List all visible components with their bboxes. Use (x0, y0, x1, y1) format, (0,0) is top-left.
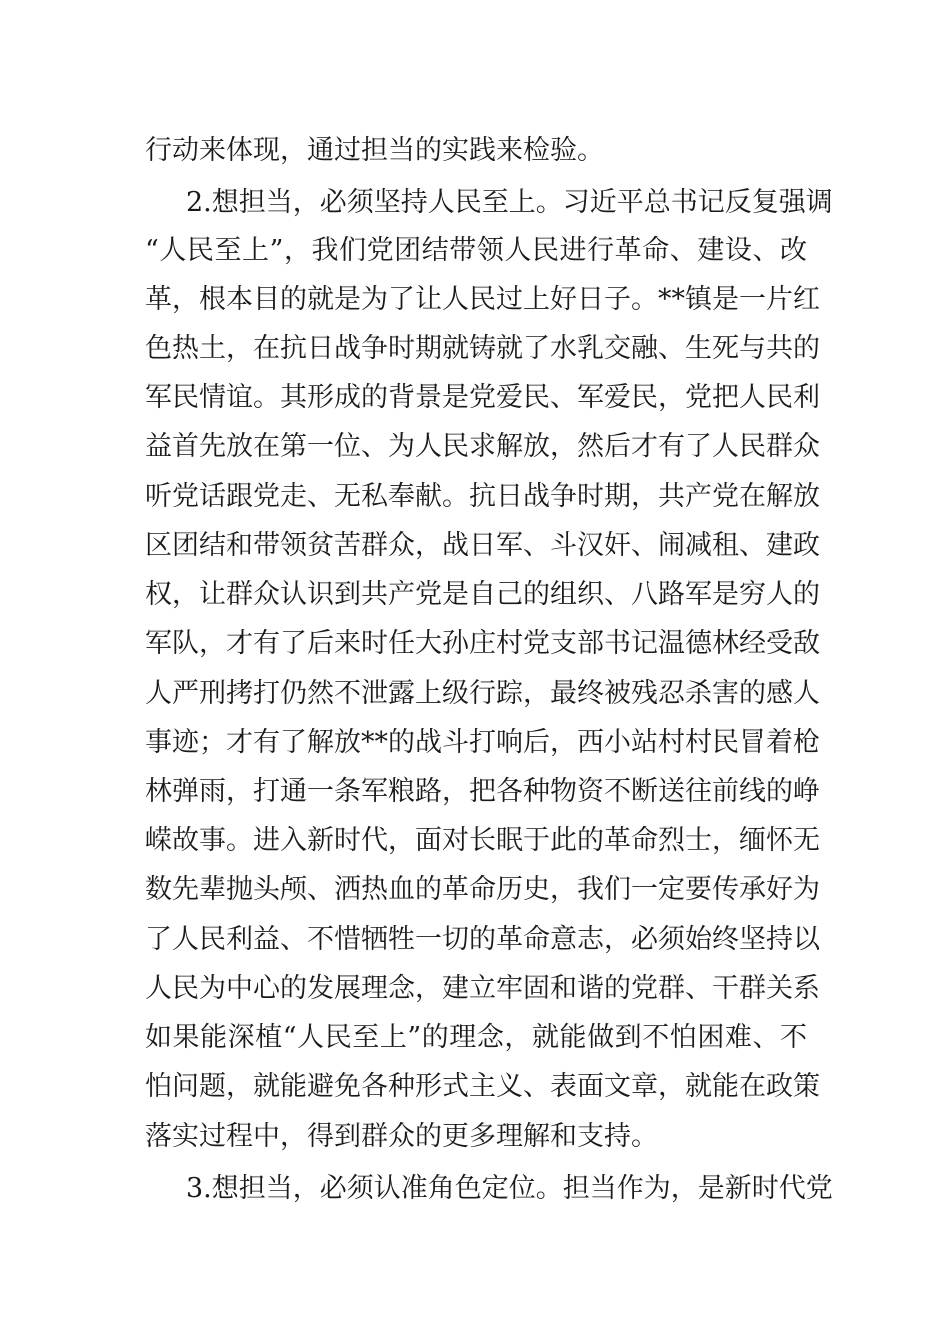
text-line: 如果能深植“人民至上”的理念，就能做到不怕困难、不 (145, 1022, 807, 1053)
text-line: 军队，才有了后来时任大孙庄村党支部书记温德林经受敌 (145, 628, 820, 659)
text-line: 区团结和带领贫苦群众，战日军、斗汉奸、闹减租、建政 (145, 530, 820, 561)
text-line: 人严刑拷打仍然不泄露上级行踪，最终被残忍杀害的感人 (145, 678, 820, 709)
text-line: 军民情谊。其形成的背景是党爱民、军爱民，党把人民利 (145, 382, 820, 413)
text-line: 事迹；才有了解放**的战斗打响后，西小站村村民冒着枪 (145, 727, 820, 758)
text-line: 林弹雨，打通一条军粮路，把各种物资不断送往前线的峥 (145, 776, 820, 807)
text-line: 了人民利益、不惜牺牲一切的革命意志，必须始终坚持以 (145, 924, 820, 955)
text-line: 人民为中心的发展理念，建立牢固和谐的党群、干群关系 (145, 973, 820, 1004)
paragraph-heading-line: 3.想担当，必须认准角色定位。担当作为，是新时代党 (186, 1173, 833, 1204)
text-line: 色热土，在抗日战争时期就铸就了水乳交融、生死与共的 (145, 333, 820, 364)
text-line: 嵘故事。进入新时代，面对长眠于此的革命烈士，缅怀无 (145, 825, 820, 856)
paragraph-heading-line: 2.想担当，必须坚持人民至上。习近平总书记反复强调 (186, 187, 833, 218)
text-line: 革，根本目的就是为了让人民过上好日子。**镇是一片红 (145, 284, 820, 315)
text-line: 行动来体现，通过担当的实践来检验。 (145, 135, 604, 166)
text-line: 怕问题，就能避免各种形式主义、表面文章，就能在政策 (145, 1071, 820, 1102)
text-line: 益首先放在第一位、为人民求解放，然后才有了人民群众 (145, 431, 820, 462)
text-line: 权，让群众认识到共产党是自己的组织、八路军是穷人的 (145, 579, 820, 610)
text-line: 听党话跟党走、无私奉献。抗日战争时期，共产党在解放 (145, 481, 820, 512)
text-line: 落实过程中，得到群众的更多理解和支持。 (145, 1121, 658, 1152)
text-line: 数先辈抛头颅、洒热血的革命历史，我们一定要传承好为 (145, 874, 820, 905)
text-line: “人民至上”，我们党团结带领人民进行革命、建设、改 (145, 235, 807, 266)
